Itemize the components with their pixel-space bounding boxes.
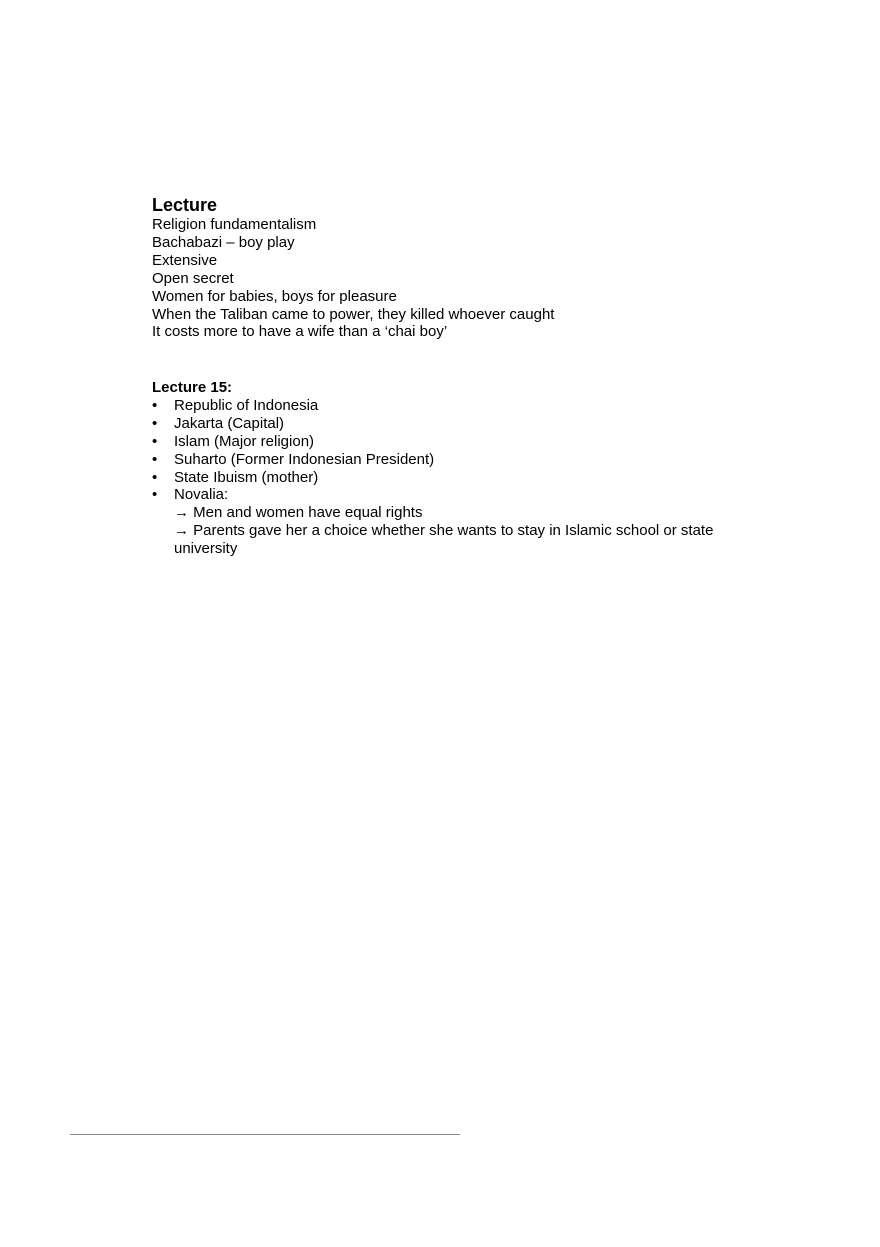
bullet-item	[152, 397, 734, 415]
lecture-15-heading: Lecture 15:	[152, 379, 233, 396]
bullet-icon: •	[152, 486, 158, 504]
bullet-text: Islam (Major religion)	[174, 432, 315, 450]
bullet-item	[152, 486, 734, 504]
bullet-text: Republic of Indonesia	[174, 396, 319, 414]
lecture-notes	[152, 216, 554, 341]
sub-item	[152, 522, 734, 558]
note-line: Open secret	[152, 269, 234, 287]
sub-item-text: Parents gave her a choice whether she wants to stay in Islamic school or state university	[174, 522, 714, 558]
bullet-text: Jakarta (Capital)	[174, 414, 285, 432]
note-line: It costs more to have a wife than a ‘chai boy’	[152, 323, 448, 341]
bullet-icon: •	[152, 432, 158, 450]
bullet-text: State Ibuism (mother)	[174, 468, 319, 486]
arrow-icon: →	[174, 522, 189, 540]
lecture-15-notes	[152, 379, 734, 558]
bullet-item	[152, 415, 734, 433]
bullet-icon: •	[152, 414, 158, 432]
bullet-icon: •	[152, 396, 158, 414]
bullet-icon: •	[152, 468, 158, 486]
note-line: When the Taliban came to power, they killed whoever caught	[152, 305, 555, 323]
note-line: Bachabazi – boy play	[152, 233, 295, 251]
arrow-icon: →	[174, 504, 189, 522]
bullet-item	[152, 433, 734, 451]
footnote-separator	[70, 1134, 460, 1135]
bullet-text: Suharto (Former Indonesian President)	[174, 450, 435, 468]
sub-item	[152, 504, 734, 522]
note-line: Women for babies, boys for pleasure	[152, 287, 397, 305]
note-line: Extensive	[152, 251, 218, 269]
bullet-item	[152, 469, 734, 487]
lecture-heading: Lecture	[152, 195, 218, 215]
sub-item-text: Men and women have equal rights	[193, 504, 423, 522]
note-line: Religion fundamentalism	[152, 216, 317, 233]
bullet-icon: •	[152, 450, 158, 468]
bullet-item	[152, 451, 734, 469]
bullet-text: Novalia:	[174, 486, 229, 504]
